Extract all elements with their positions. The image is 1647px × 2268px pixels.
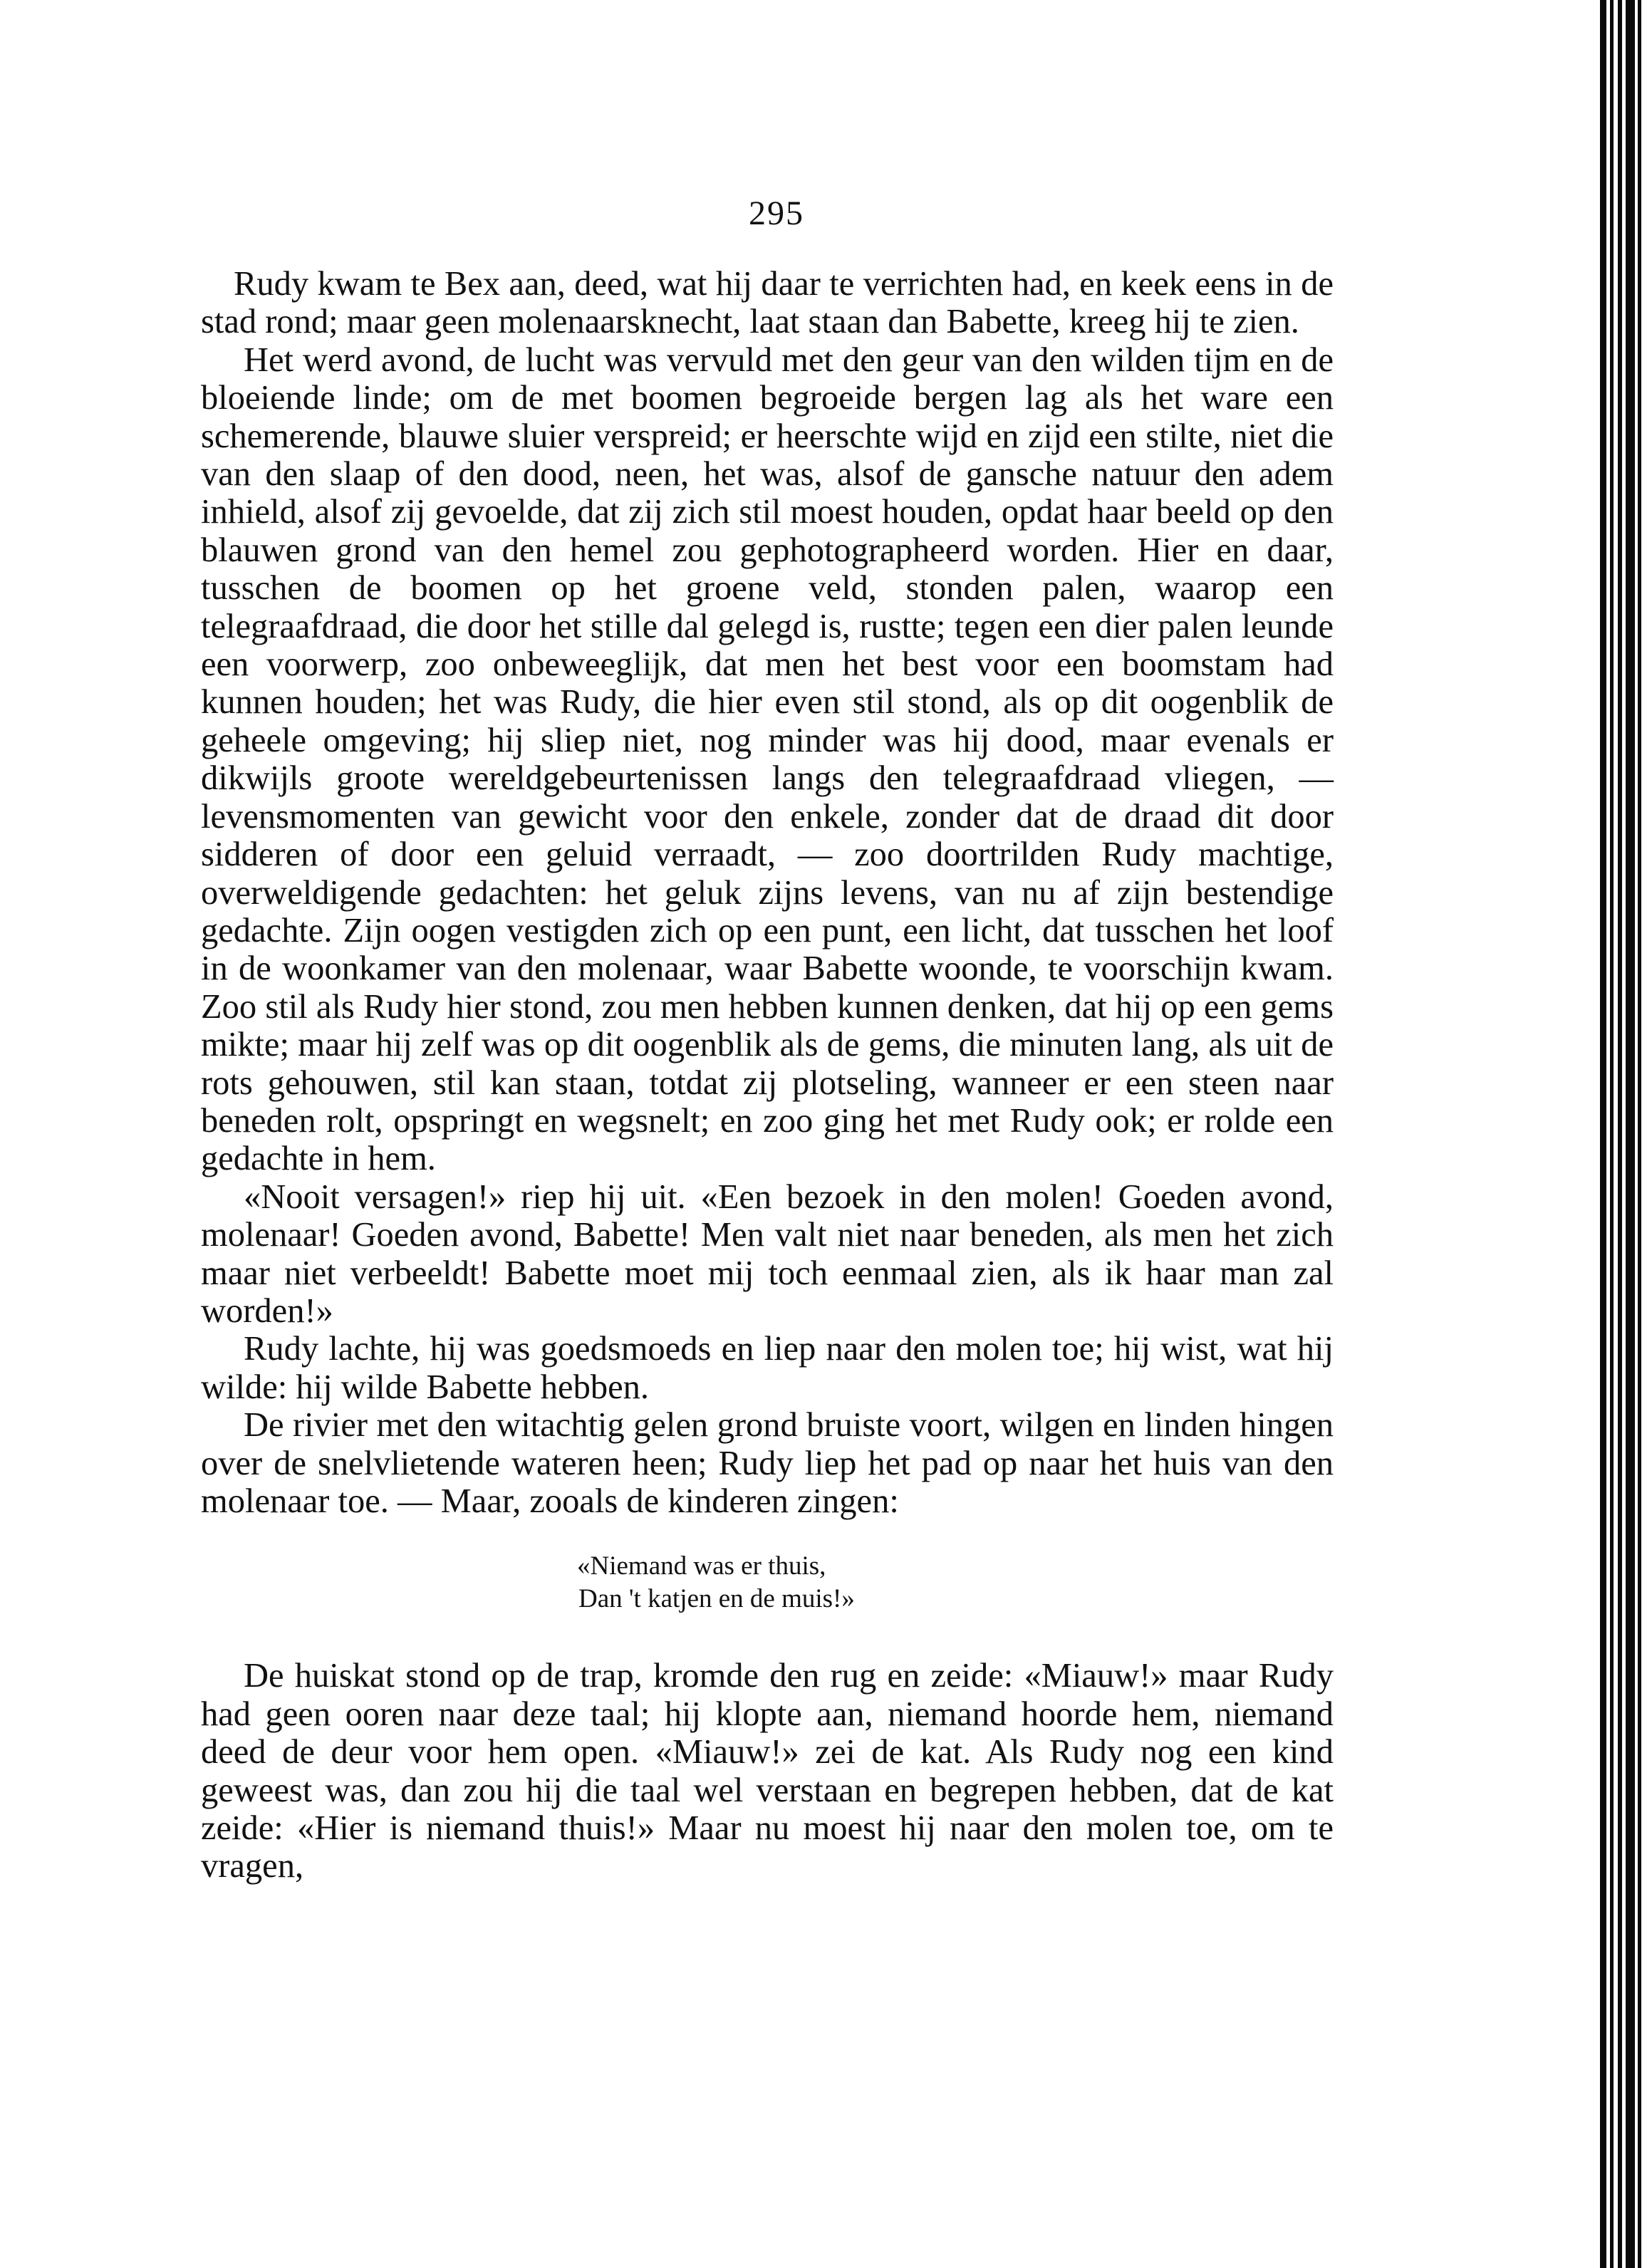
paragraph: De rivier met den witachtig gelen grond bruiste voort, wilgen en linden hingen over de snelvlietende wateren heen; Rudy liep het pad op naar het huis van den molenaar toe. — Maar, zooals de kinderen zingen: [201,1406,1334,1520]
scan-edge-bars [1599,0,1647,2268]
edge-bar [1618,0,1622,2268]
edge-bar [1638,0,1641,2268]
paragraph: Het werd avond, de lucht was vervuld met den geur van den wilden tijm en de bloeiende linde; om de met boomen begroeide bergen lag als het ware een schemerende, blauwe sluier verspreid; er heerschte wijd en zijd een stilte, niet die van den slaap of den dood, neen, het was, alsof de gansche natuur den adem inhield, alsof zij gevoelde, dat zij zich stil moest houden, opdat haar beeld op den blauwen grond van den hemel zou gephotographeerd worden. Hier en daar, tusschen de boomen op het groene veld, stonden palen, waarop een telegraafdraad, die door het stille dal gelegd is, rustte; tegen een dier palen leunde een voorwerp, zoo onbeweeglijk, dat men het best voor een boomstam had kunnen houden; het was Rudy, die hier even stil stond, als op dit oogenblik de geheele omgeving; hij sliep niet, nog minder was hij dood, maar evenals er dikwijls groote wereldgebeurtenissen langs den telegraafdraad vliegen, — levensmomenten van gewicht voor den enkele, zonder dat de draad dit door sidderen of door een geluid verraadt, — zoo doortrilden Rudy machtige, overweldigende gedachten: het geluk zijns levens, van nu af zijn bestendige gedachte. Zijn oogen vestigden zich op een punt, een licht, dat tusschen het loof in de woonkamer van den molenaar, waar Babette woonde, te voorschijn kwam. Zoo stil als Rudy hier stond, zou men hebben kunnen denken, dat hij op een gems mikte; maar hij zelf was op dit oogenblik als de gems, die minuten lang, als uit de rots gehouwen, stil kan staan, totdat zij plotseling, wanneer er een steen naar beneden rolt, opspringt en wegsnelt; en zoo ging het met Rudy ook; er rolde een gedachte in hem. [201,340,1334,1178]
text-block [201,265,1334,1885]
verse-block [577,1550,1334,1616]
page-number: 295 [749,194,804,232]
paragraph: Rudy kwam te Bex aan, deed, wat hij daar te verrichten had, en keek eens in de stad rond; maar geen molenaarsknecht, laat staan dan Babette, kreeg hij te zien. [201,265,1334,341]
edge-bar [1600,0,1606,2268]
closing-paragraph: De huiskat stond op de trap, kromde den rug en zeide: «Miauw!» maar Rudy had geen ooren naar deze taal; hij klopte aan, niemand hoorde hem, niemand deed de deur voor hem open. «Miauw!» zei de kat. Als Rudy nog een kind geweest was, dan zou hij die taal wel verstaan en begrepen hebben, dat de kat zeide: «Hier is niemand thuis!» Maar nu moest hij naar den molen toe, om te vragen, [201,1657,1334,1885]
paragraph: Rudy lachte, hij was goedsmoeds en liep naar den molen toe; hij wist, wat hij wilde: hij wilde Babette hebben. [201,1330,1334,1406]
verse-line: «Niemand was er thuis, [577,1551,826,1581]
edge-bar [1610,0,1614,2268]
edge-bar [1626,0,1635,2268]
verse-line: Dan 't katjen en de muis!» [578,1584,855,1614]
paragraph: «Nooit versagen!» riep hij uit. «Een bezoek in den molen! Goeden avond, molenaar! Goeden avond, Babette! Men valt niet naar beneden, als men het zich maar niet verbeeldt! Babette moet mij toch eenmaal zien, als ik haar man zal worden!» [201,1177,1334,1330]
